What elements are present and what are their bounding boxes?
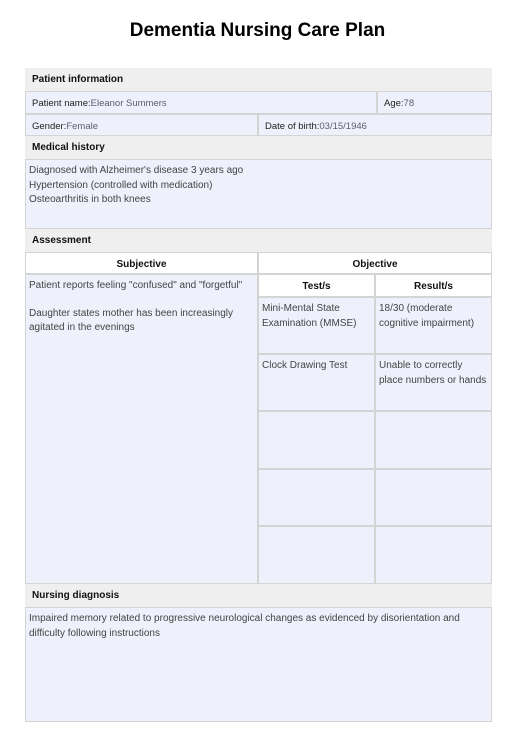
subjective-item: Patient reports feeling "confused" and "forgetful" [29,280,243,291]
medical-history-item: Diagnosed with Alzheimer's disease 3 years ago [29,165,244,176]
medical-history-item: Osteoarthritis in both knees [29,194,151,205]
gender-value: Female [66,121,99,132]
patient-name-value: Eleanor Summers [90,98,167,109]
objective-header: Objective [258,252,492,274]
medical-history-header: Medical history [25,136,492,159]
test-cell[interactable] [258,469,375,526]
assessment-header: Assessment [25,229,492,252]
result-cell[interactable] [375,526,492,584]
patient-name-field[interactable] [25,91,377,114]
test-cell[interactable] [258,526,375,584]
result-cell[interactable] [375,469,492,526]
medical-history-item: Hypertension (controlled with medication) [29,179,213,191]
results-header: Result/s [375,274,492,297]
nursing-diagnosis-field[interactable] [25,607,492,722]
age-label: Age: [384,98,404,109]
dob-value: 03/15/1946 [319,121,367,132]
care-plan-form [25,68,492,722]
dob-field[interactable] [258,114,492,136]
result-cell[interactable] [375,411,492,469]
nursing-diagnosis-text: Impaired memory related to progressive neurological changes as evidenced by disorientation and difficulty following instructions [29,613,460,639]
result-cell[interactable]: 18/30 (moderate cognitive impairment) [375,297,492,354]
test-cell[interactable]: Clock Drawing Test [258,354,375,411]
page-title: Dementia Nursing Care Plan [129,20,386,41]
patient-name-label: Patient name: [32,98,91,109]
test-cell[interactable] [258,411,375,469]
patient-info-header: Patient information [25,68,492,91]
age-field[interactable] [377,91,492,114]
age-value: 78 [403,98,415,109]
dob-label: Date of birth: [265,121,320,132]
subjective-item: Daughter states mother has been increasingly agitated in the evenings [29,307,234,333]
medical-history-field[interactable] [25,159,492,229]
test-cell[interactable]: Mini-Mental State Examination (MMSE) [258,297,375,354]
gender-field[interactable] [25,114,258,136]
subjective-header: Subjective [25,252,258,274]
gender-label: Gender: [32,121,67,132]
subjective-field[interactable] [25,274,258,584]
result-cell[interactable]: Unable to correctly place numbers or hands [375,354,492,411]
tests-header: Test/s [258,274,375,297]
nursing-diagnosis-header: Nursing diagnosis [25,584,492,607]
